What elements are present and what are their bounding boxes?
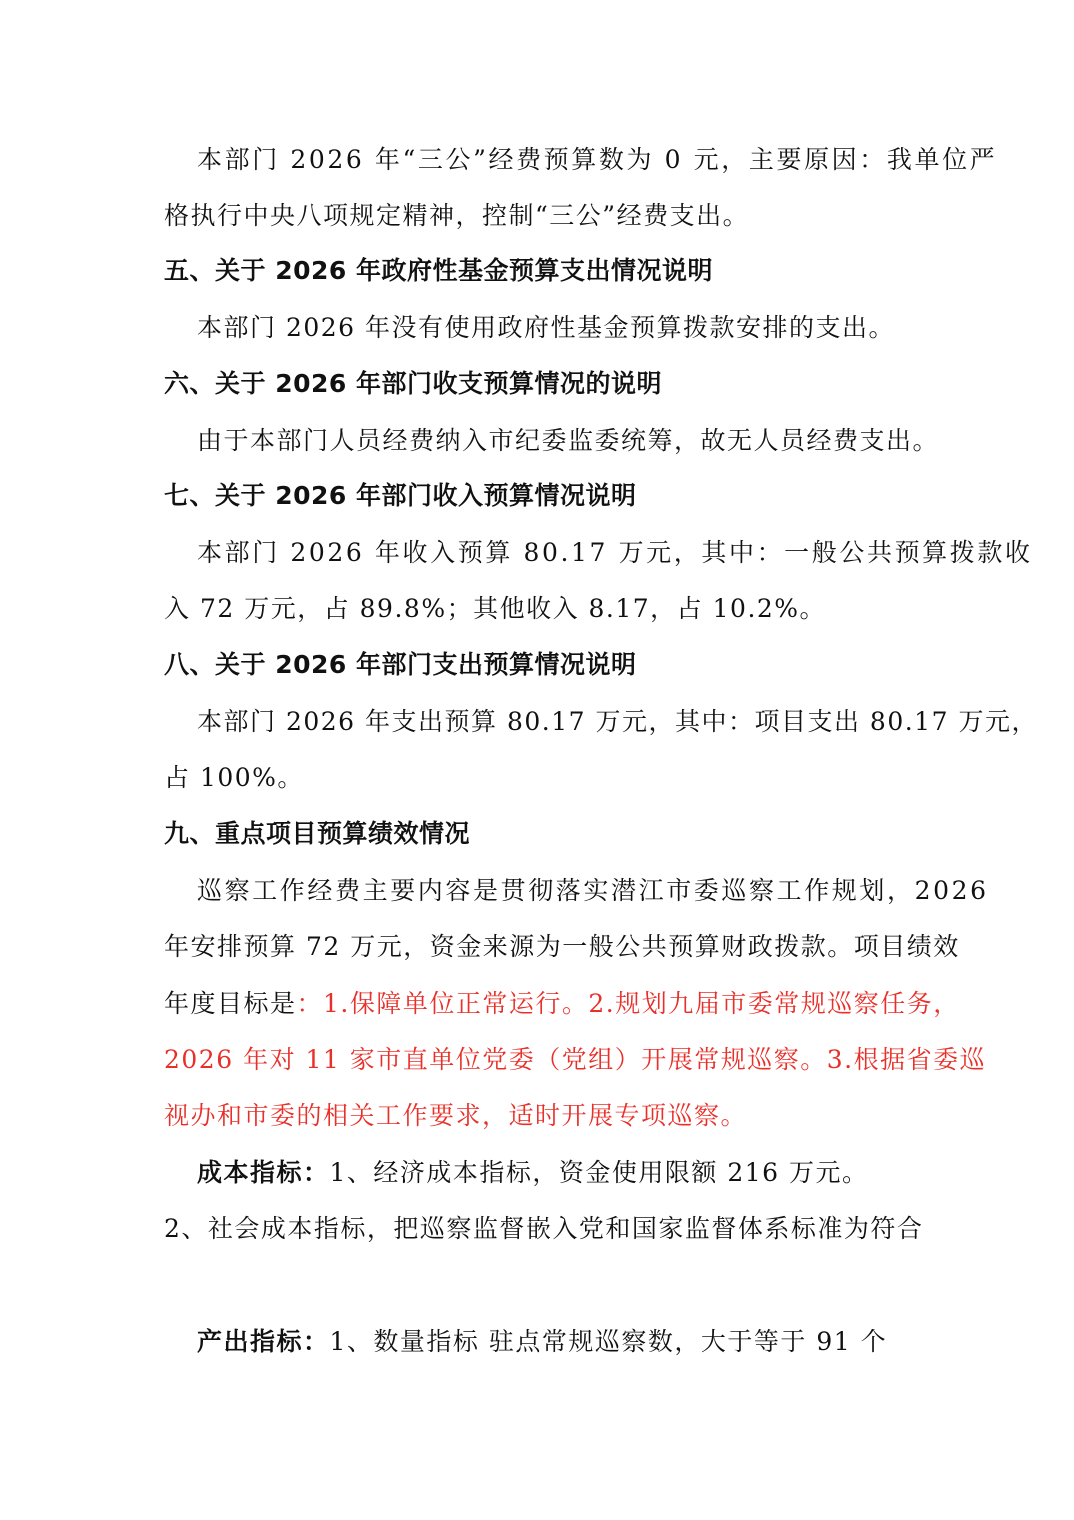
- paragraph-line: 巡察工作经费主要内容是贯彻落实潜江市委巡察工作规划，2026: [197, 876, 989, 905]
- paragraph-line: 本部门 2026 年支出预算 80.17 万元，其中：项目支出 80.17 万元，: [197, 707, 1038, 736]
- paragraph-line: 本部门 2026 年没有使用政府性基金预算拨款安排的支出。: [197, 313, 896, 342]
- paragraph-line: [164, 987, 960, 1021]
- paragraph-line: 入 72 万元，占 89.8%；其他收入 8.17，占 10.2%。: [164, 594, 827, 623]
- output-indicator-text: 1、数量指标 驻点常规巡察数，大于等于 91 个: [329, 1327, 888, 1356]
- section-heading-7: 七、关于 2026 年部门收入预算情况说明: [164, 481, 637, 510]
- cost-indicator-line: [197, 1156, 957, 1190]
- section-heading-6: 六、关于 2026 年部门收支预算情况的说明: [164, 369, 662, 398]
- paragraph-line: 本部门 2026 年“三公”经费预算数为 0 元，主要原因：我单位严: [197, 145, 998, 174]
- goal-text-red: 2026 年对 11 家市直单位党委（党组）开展常规巡察。3.根据省委巡: [164, 1045, 987, 1074]
- output-indicator-label: 产出指标：: [197, 1327, 330, 1356]
- paragraph-line: 2、社会成本指标，把巡察监督嵌入党和国家监督体系标准为符合: [164, 1214, 924, 1243]
- goal-text-red: 视办和市委的相关工作要求，适时开展专项巡察。: [164, 1101, 748, 1130]
- paragraph-line: 格执行中央八项规定精神，控制“三公”经费支出。: [164, 201, 750, 230]
- paragraph-line: 本部门 2026 年收入预算 80.17 万元，其中：一般公共预算拨款收: [197, 538, 1033, 567]
- paragraph-line: 年安排预算 72 万元，资金来源为一般公共预算财政拨款。项目绩效: [164, 932, 960, 961]
- cost-indicator-label: 成本指标：: [197, 1158, 330, 1187]
- cost-indicator-text: 1、经济成本指标，资金使用限额 216 万元。: [329, 1158, 869, 1187]
- section-heading-8: 八、关于 2026 年部门支出预算情况说明: [164, 650, 637, 679]
- paragraph-line: 占 100%。: [164, 763, 304, 792]
- paragraph-line: 由于本部门人员经费纳入市纪委监委统筹，故无人员经费支出。: [197, 426, 940, 455]
- output-indicator-line: [197, 1325, 957, 1359]
- goal-label: 年度目标是: [164, 989, 297, 1018]
- section-heading-9: 九、重点项目预算绩效情况: [164, 819, 471, 848]
- section-heading-5: 五、关于 2026 年政府性基金预算支出情况说明: [164, 256, 713, 285]
- goal-text-red: ：1.保障单位正常运行。2.规划九届市委常规巡察任务，: [296, 989, 960, 1018]
